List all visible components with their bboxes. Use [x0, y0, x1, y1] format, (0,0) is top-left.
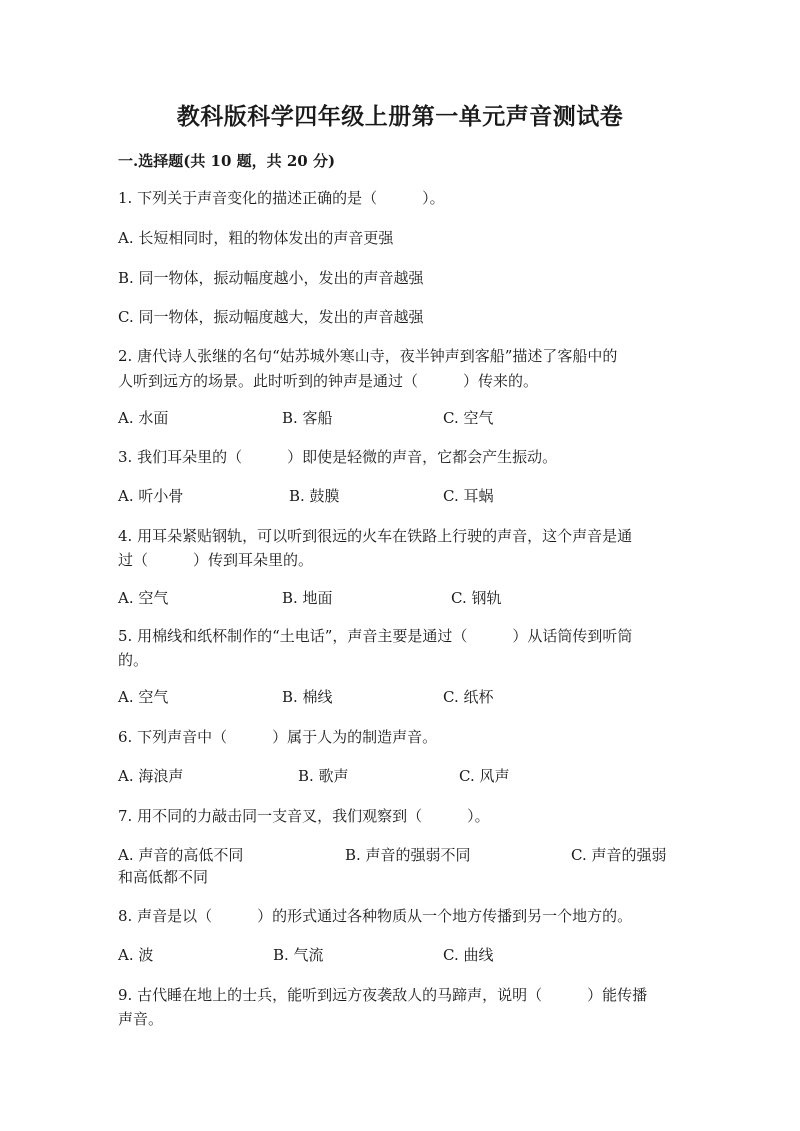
- question-3-option-c: C. 耳蜗: [443, 487, 494, 505]
- page-title: 教科版科学四年级上册第一单元声音测试卷: [176, 103, 624, 130]
- section-heading: 一.选择题(共 10 题，共 20 分): [118, 152, 336, 170]
- question-6: 6. 下列声音中（ ）属于人为的制造声音。: [118, 728, 438, 746]
- question-8-option-c: C. 曲线: [443, 946, 494, 964]
- question-2-line-1: 2. 唐代诗人张继的名句“姑苏城外寒山寺，夜半钟声到客船”描述了客船中的: [118, 347, 618, 365]
- question-1-option-b: B. 同一物体，振动幅度越小，发出的声音越强: [118, 269, 424, 287]
- question-7: 7. 用不同的力敲击同一支音叉，我们观察到（ ）。: [118, 807, 490, 825]
- question-8-option-b: B. 气流: [273, 946, 324, 964]
- question-7-option-a: A. 声音的高低不同: [118, 846, 244, 864]
- question-8-option-a: A. 波: [118, 946, 154, 964]
- question-2-option-c: C. 空气: [443, 409, 494, 427]
- question-6-option-b: B. 歌声: [298, 767, 349, 785]
- question-4-option-b: B. 地面: [282, 589, 333, 607]
- question-2-option-b: B. 客船: [282, 409, 333, 427]
- question-4-line-2: 过（ ）传到耳朵里的。: [118, 551, 314, 569]
- question-2-option-a: A. 水面: [118, 409, 169, 427]
- question-7-option-c: C. 声音的强弱: [571, 846, 667, 864]
- question-5-line-1: 5. 用棉线和纸杯制作的“土电话”，声音主要是通过（ ）从话筒传到听筒: [118, 627, 633, 645]
- question-3-option-a: A. 听小骨: [118, 487, 184, 505]
- question-9-line-2: 声音。: [118, 1010, 164, 1028]
- question-5-option-b: B. 棉线: [282, 688, 333, 706]
- question-7-option-c-continued: 和高低都不同: [118, 868, 209, 886]
- question-2-line-2: 人听到远方的场景。此时听到的钟声是通过（ ）传来的。: [118, 372, 539, 390]
- question-9-line-1: 9. 古代睡在地上的士兵，能听到远方夜袭敌人的马蹄声，说明（ ）能传播: [118, 986, 648, 1004]
- question-3: 3. 我们耳朵里的（ ）即使是轻微的声音，它都会产生振动。: [118, 448, 558, 466]
- question-1: 1. 下列关于声音变化的描述正确的是（ ）。: [118, 189, 445, 207]
- question-3-option-b: B. 鼓膜: [289, 487, 340, 505]
- question-6-option-c: C. 风声: [459, 767, 510, 785]
- question-4-option-a: A. 空气: [118, 589, 169, 607]
- question-7-option-b: B. 声音的强弱不同: [345, 846, 471, 864]
- question-1-option-c: C. 同一物体，振动幅度越大，发出的声音越强: [118, 308, 424, 326]
- question-4-line-1: 4. 用耳朵紧贴钢轨，可以听到很远的火车在铁路上行驶的声音，这个声音是通: [118, 527, 633, 545]
- question-5-option-a: A. 空气: [118, 688, 169, 706]
- question-5-option-c: C. 纸杯: [443, 688, 494, 706]
- question-6-option-a: A. 海浪声: [118, 767, 184, 785]
- question-5-line-2: 的。: [118, 651, 149, 669]
- question-4-option-c: C. 钢轨: [451, 589, 502, 607]
- question-1-option-a: A. 长短相同时，粗的物体发出的声音更强: [118, 229, 394, 247]
- question-8: 8. 声音是以（ ）的形式通过各种物质从一个地方传播到另一个地方的。: [118, 907, 633, 925]
